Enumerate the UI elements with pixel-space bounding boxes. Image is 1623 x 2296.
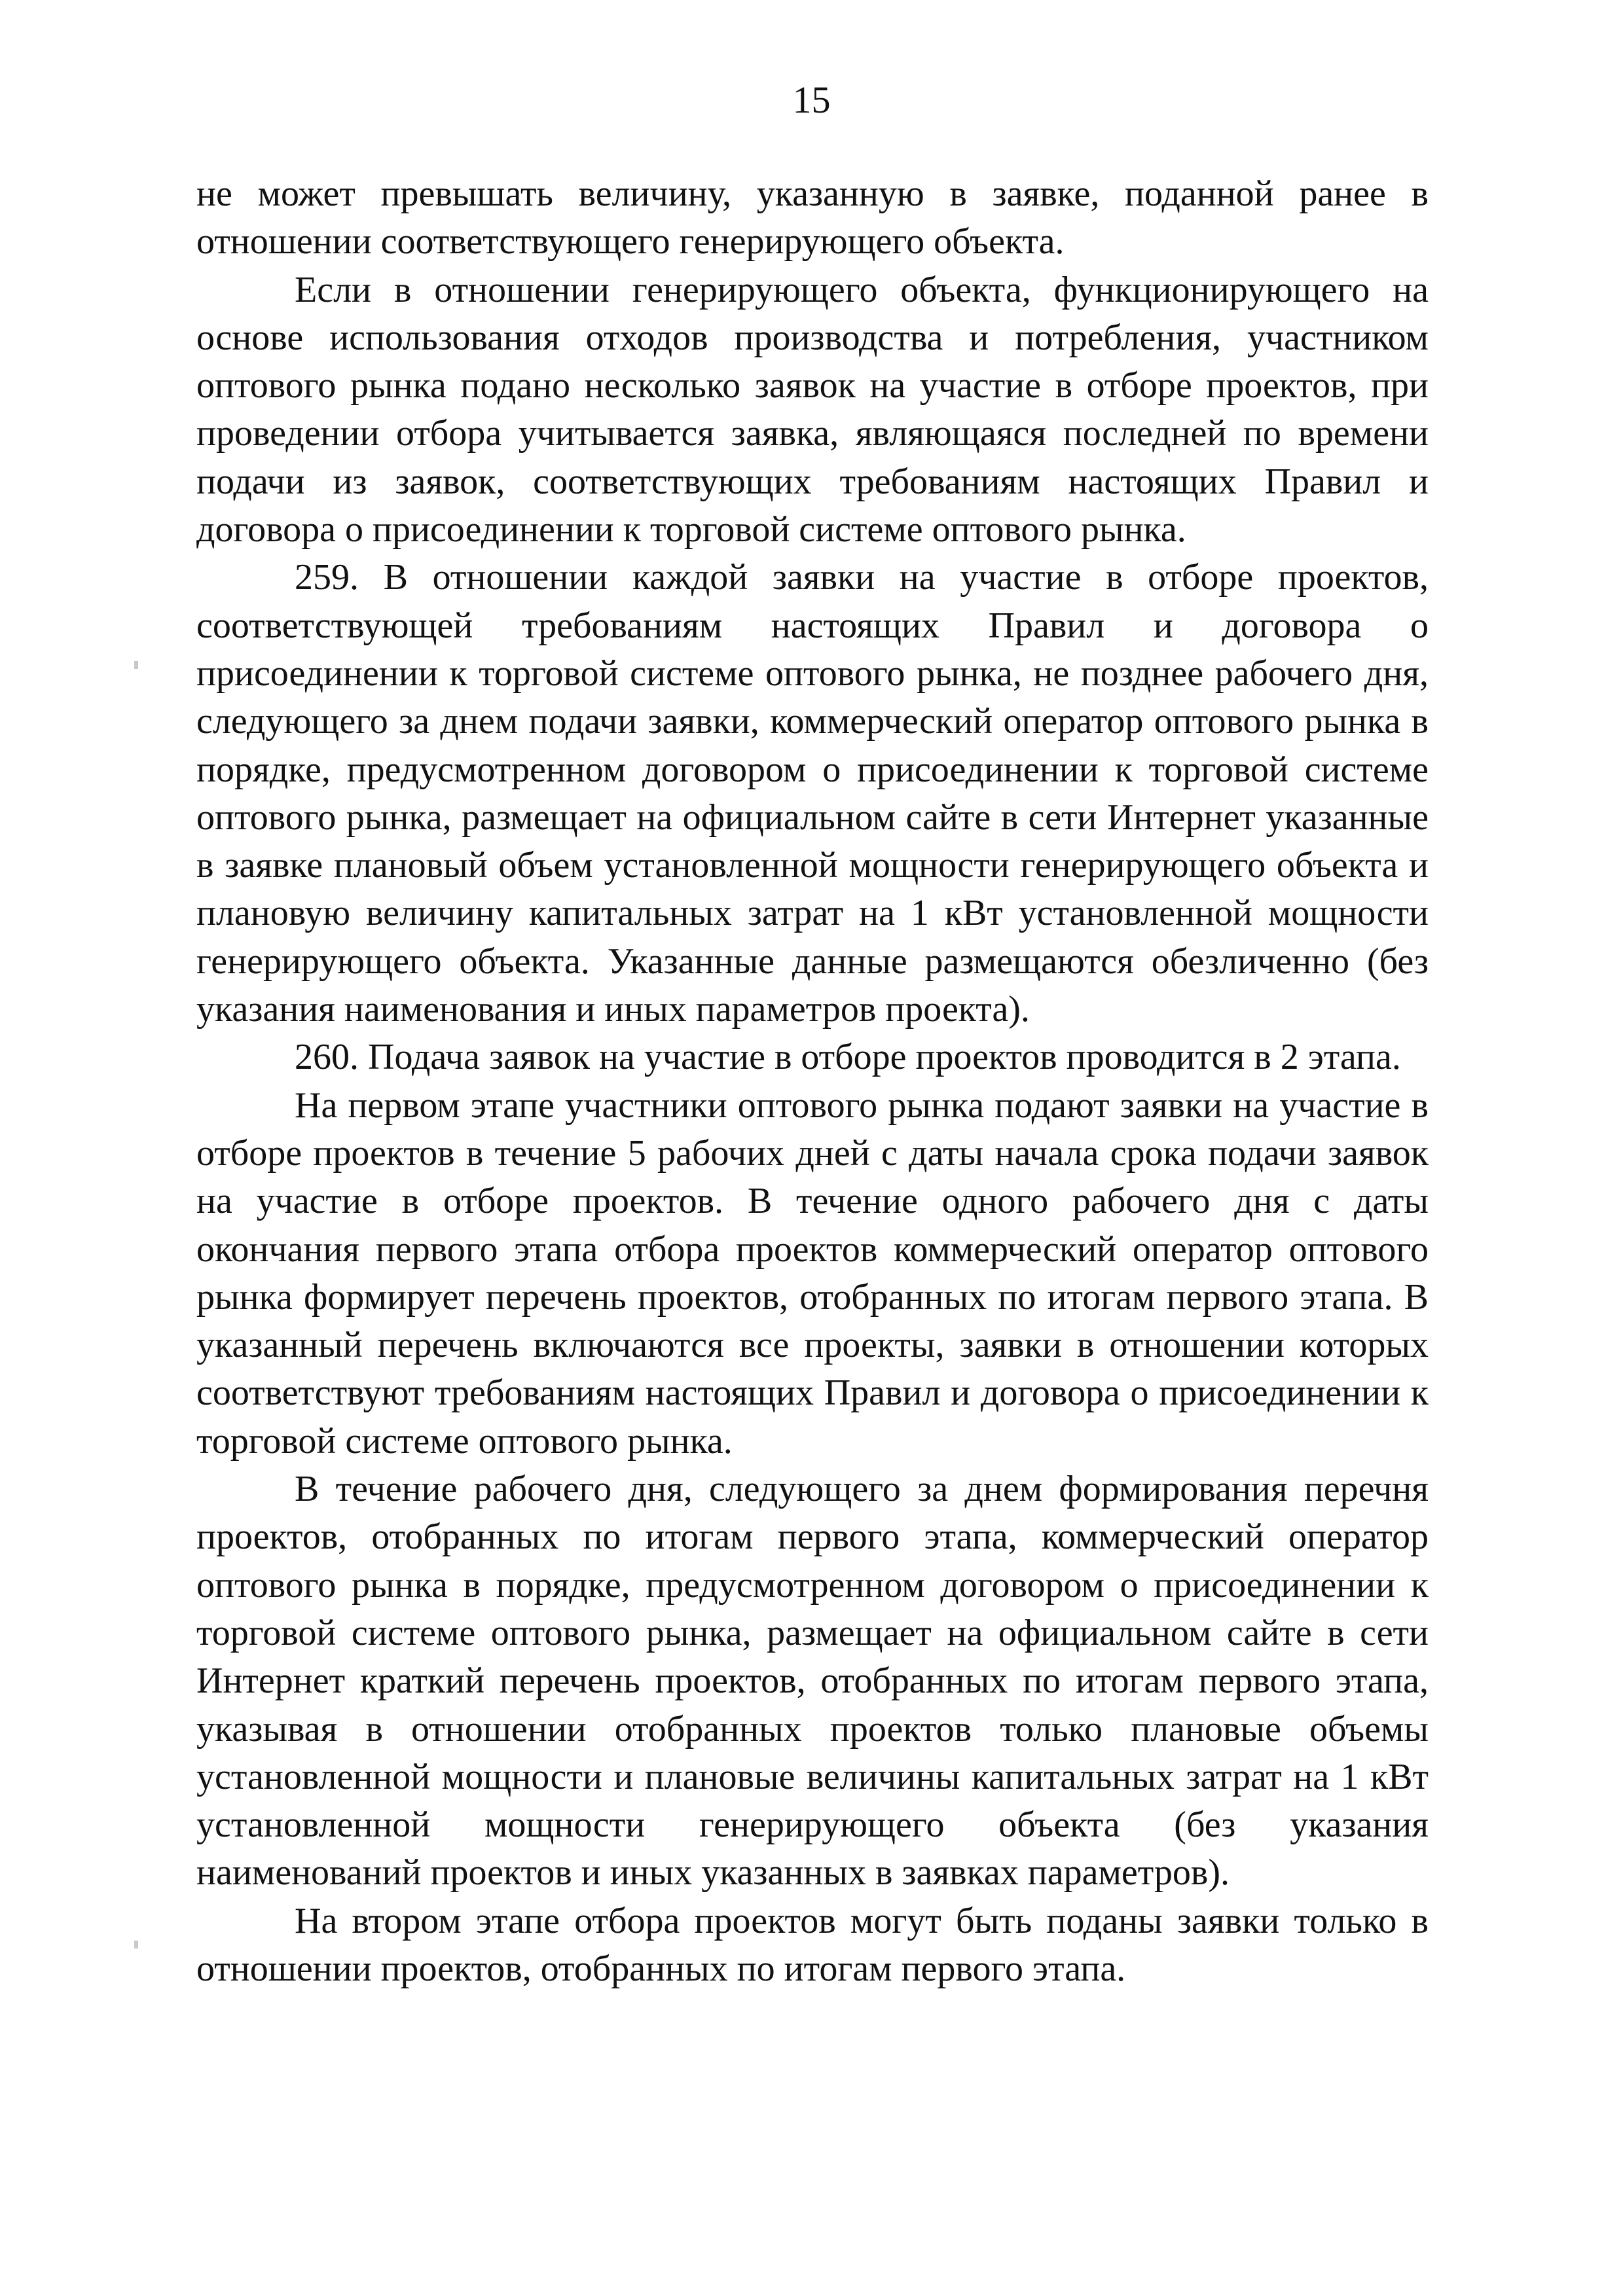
scan-artifact-mark [134,1941,138,1948]
page-number: 15 [792,79,831,121]
document-body [196,170,1429,1993]
scan-artifact-mark [134,661,138,669]
paragraph-continuation: не может превышать величину, указанную в заявке, поданной ранее в отношении соответствующего генерирующего объекта. [196,173,1429,262]
paragraph-259: 259. В отношении каждой заявки на участие в отборе проектов, соответствующей требованиям настоящих Правил и договора о присоединении к торговой системе оптового рынка, не позднее рабочего дня, следующего за днем подачи заявки, коммерческий оператор оптового рынка в порядке, предусмотренном договором о присоединении к торговой системе оптового рынка, размещает на официальном сайте в сети Интернет указанные в заявке плановый объем установленной мощности генерирующего объекта и плановую величину капитальных затрат на 1 кВт установленной мощности генерирующего объекта. Указанные данные размещаются обезличенно (без указания наименования и иных параметров проекта). [196,557,1429,1030]
paragraph-publication: В течение рабочего дня, следующего за днем формирования перечня проектов, отобранных по итогам первого этапа, коммерческий оператор оптового рынка в порядке, предусмотренном договором о присоединении к торговой системе оптового рынка, размещает на официальном сайте в сети Интернет краткий перечень проектов, отобранных по итогам первого этапа, указывая в отношении отобранных проектов только плановые объемы установленной мощности и плановые величины капитальных затрат на 1 кВт установленной мощности генерирующего объекта (без указания наименований проектов и иных указанных в заявках параметров). [196,1469,1429,1893]
paragraph-260: 260. Подача заявок на участие в отборе проектов проводится в 2 этапа. [295,1037,1401,1078]
paragraph-multiple-bids: Если в отношении генерирующего объекта, функционирующего на основе использования отходов производства и потребления, участником оптового рынка подано несколько заявок на участие в отборе проектов, при проведении отбора учитывается заявка, являющаяся последней по времени подачи из заявок, соответствующих требованиям настоящих Правил и договора о присоединении к торговой системе оптового рынка. [196,269,1429,550]
paragraph-first-stage: На первом этапе участники оптового рынка подают заявки на участие в отборе проектов в течение 5 рабочих дней с даты начала срока подачи заявок на участие в отборе проектов. В течение одного рабочего дня с даты окончания первого этапа отбора проектов коммерческий оператор оптового рынка формирует перечень проектов, отобранных по итогам первого этапа. В указанный перечень включаются все проекты, заявки в отношении которых соответствуют требованиям настоящих Правил и договора о присоединении к торговой системе оптового рынка. [196,1085,1429,1462]
paragraph-second-stage: На втором этапе отбора проектов могут быть поданы заявки только в отношении проектов, отобранных по итогам первого этапа. [196,1900,1429,1989]
